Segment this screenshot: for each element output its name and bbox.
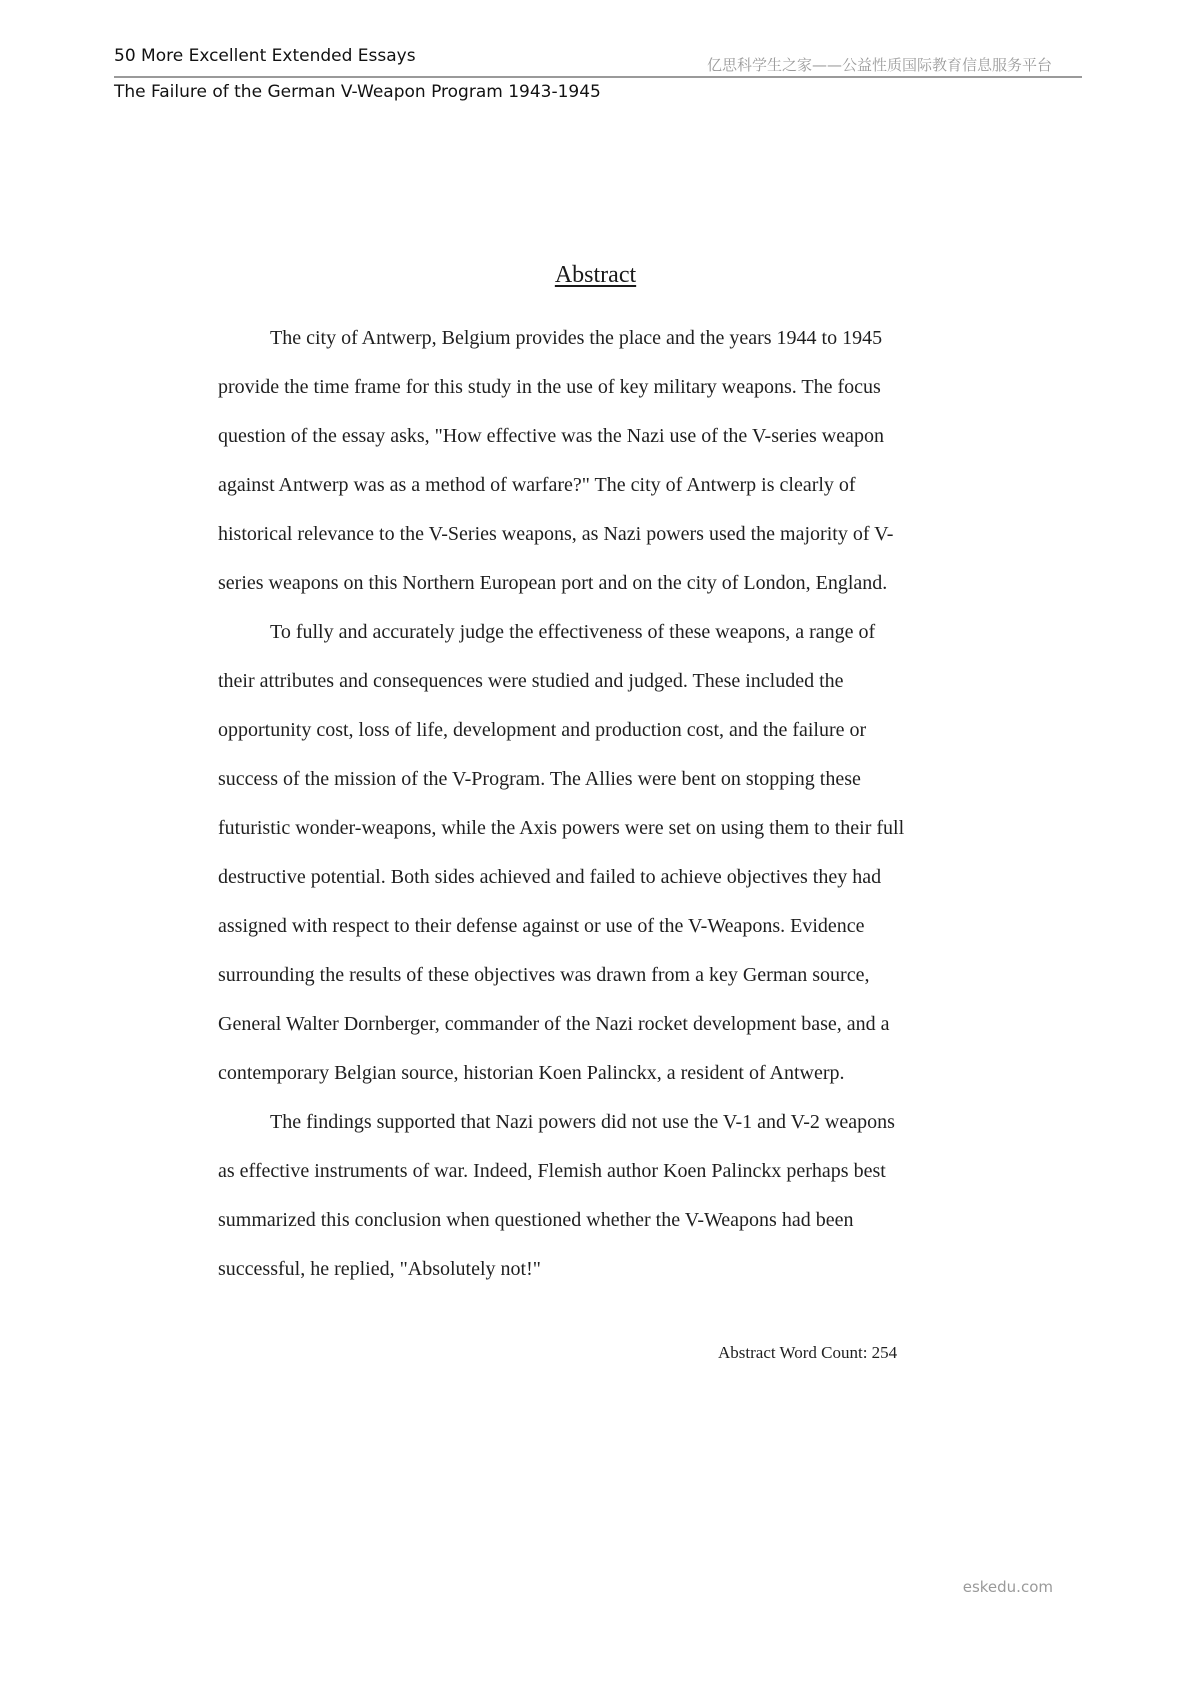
header-site-label: 亿思科学生之家——公益性质国际教育信息服务平台 — [706, 56, 1052, 74]
abstract-line: successful, he replied, "Absolutely not!" — [218, 1258, 541, 1280]
abstract-line: provide the time frame for this study in the use of key military weapons. The focus — [218, 376, 881, 398]
abstract-line: question of the essay asks, "How effective was the Nazi use of the V-series weapon — [218, 425, 884, 447]
abstract-heading: Abstract — [554, 262, 637, 288]
footer-site-label: eskedu.com — [962, 1578, 1053, 1596]
book-title: 50 More Excellent Extended Essays — [114, 46, 416, 66]
abstract-line: General Walter Dornberger, commander of the Nazi rocket development base, and a — [218, 1013, 890, 1035]
abstract-line: To fully and accurately judge the effectiveness of these weapons, a range of — [270, 621, 876, 643]
abstract-line: series weapons on this Northern European port and on the city of London, England. — [218, 572, 888, 594]
abstract-line: The city of Antwerp, Belgium provides the place and the years 1944 to 1945 — [270, 327, 883, 349]
abstract-line: against Antwerp was as a method of warfare?" The city of Antwerp is clearly of — [218, 474, 856, 496]
abstract-line: futuristic wonder-weapons, while the Axis powers were set on using them to their full — [218, 817, 905, 839]
abstract-line: success of the mission of the V-Program. The Allies were bent on stopping these — [218, 768, 861, 790]
abstract-line: The findings supported that Nazi powers did not use the V-1 and V-2 weapons — [270, 1111, 895, 1133]
abstract-line: contemporary Belgian source, historian Koen Palinckx, a resident of Antwerp. — [218, 1062, 845, 1084]
abstract-line: summarized this conclusion when questioned whether the V-Weapons had been — [218, 1209, 854, 1231]
abstract-line: destructive potential. Both sides achieved and failed to achieve objectives they had — [218, 866, 882, 888]
abstract-line: as effective instruments of war. Indeed, Flemish author Koen Palinckx perhaps best — [218, 1160, 886, 1182]
page-header — [114, 46, 1082, 78]
essay-title: The Failure of the German V-Weapon Program 1943-1945 — [114, 82, 601, 102]
abstract-line: opportunity cost, loss of life, development and production cost, and the failure or — [218, 719, 867, 741]
abstract-line: their attributes and consequences were studied and judged. These included the — [218, 670, 844, 692]
abstract-word-count: Abstract Word Count: 254 — [718, 1343, 898, 1362]
abstract-line: surrounding the results of these objectives was drawn from a key German source, — [218, 964, 870, 986]
abstract-line: assigned with respect to their defense against or use of the V-Weapons. Evidence — [218, 915, 865, 937]
abstract-line: historical relevance to the V-Series weapons, as Nazi powers used the majority of V- — [218, 523, 894, 545]
abstract-body — [218, 314, 958, 1294]
